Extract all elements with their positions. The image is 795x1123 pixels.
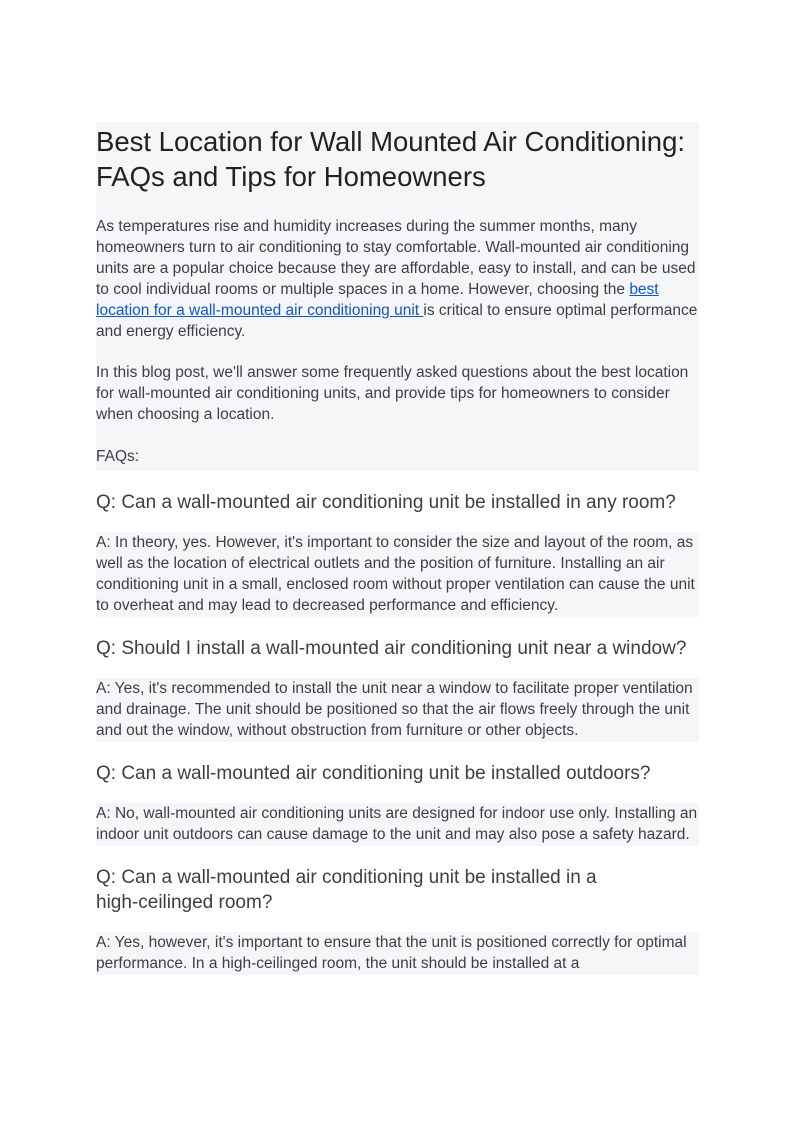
faq-question-2: Q: Should I install a wall-mounted air conditioning unit near a window? (96, 638, 687, 659)
best-location-link[interactable]: best location for a wall-mounted air conditioning unit (96, 281, 659, 319)
faq-answer-1-block (96, 532, 699, 617)
intro-paragraph-1 (96, 216, 699, 342)
intro-text-after-link: is critical to ensure optimal performance and energy efficiency. (96, 302, 698, 340)
faq-answer-4: A: Yes, however, it's important to ensure that the unit is positioned correctly for optimal performance. In a high-ceilinged room, the unit should be installed at a (96, 934, 687, 972)
faq-answer-3: A: No, wall-mounted air conditioning units are designed for indoor use only. Installing an indoor unit outdoors can cause damage to the unit and may also pose a safety hazard. (96, 805, 698, 843)
faq-question-1: Q: Can a wall-mounted air conditioning unit be installed in any room? (96, 492, 676, 513)
faq-answer-2-block (96, 678, 699, 742)
page-title: Best Location for Wall Mounted Air Conditioning: FAQs and Tips for Homeowners (96, 126, 686, 192)
document-page (96, 122, 699, 975)
faqs-label: FAQs: (96, 448, 140, 465)
faq-question-4: Q: Can a wall-mounted air conditioning unit be installed in a high-ceilinged room? (96, 867, 597, 913)
intro-text-before-link: As temperatures rise and humidity increases during the summer months, many homeowners turn to air conditioning to stay comfortable. Wall-mounted air conditioning units are a popular choice because they are affordable, easy to install, and can be used to cool individual rooms or multiple spaces in a home. However, choosing the (96, 218, 696, 298)
intro-section (96, 122, 699, 471)
faq-answer-3-block (96, 803, 699, 846)
faq-answer-1: A: In theory, yes. However, it's important to consider the size and layout of the room, as well as the location of electrical outlets and the position of furniture. Installing an air conditioning unit in a small, enclosed room without proper ventilation can cause the unit to overheat and may lead to decreased performance and efficiency. (96, 534, 695, 614)
intro-paragraph-2: In this blog post, we'll answer some frequently asked questions about the best location for wall-mounted air conditioning units, and provide tips for homeowners to consider when choosing a location. (96, 364, 689, 423)
faq-question-3: Q: Can a wall-mounted air conditioning unit be installed outdoors? (96, 763, 651, 784)
faq-answer-4-block (96, 932, 699, 975)
faq-answer-2: A: Yes, it's recommended to install the unit near a window to facilitate proper ventilation and drainage. The unit should be positioned so that the air flows freely through the unit and out the window, without obstruction from furniture or other objects. (96, 680, 693, 739)
